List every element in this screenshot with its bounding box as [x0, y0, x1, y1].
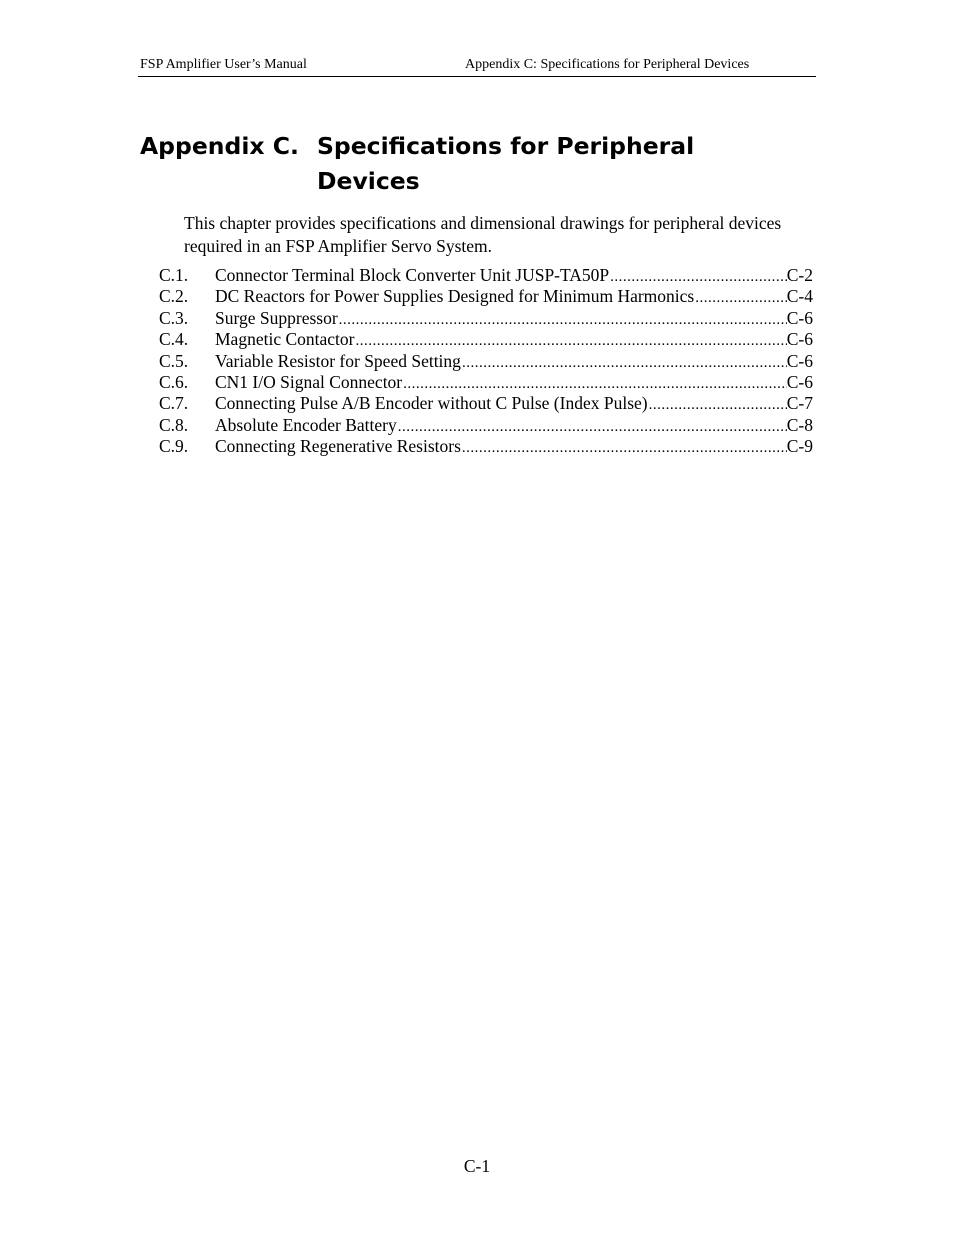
toc-entry-number: C.7.	[159, 393, 189, 414]
toc-entry-page: C-4	[786, 286, 813, 307]
toc-dot-leader	[354, 331, 786, 352]
toc-entry-title: DC Reactors for Power Supplies Designed for Minimum Harmonics	[215, 286, 695, 307]
toc-entry-number: C.2.	[159, 286, 189, 307]
toc-entry-number: C.4.	[159, 329, 189, 350]
toc-entry-number: C.5.	[159, 350, 189, 371]
toc-entry-page: C-9	[786, 436, 813, 457]
toc-entry[interactable]	[159, 415, 813, 436]
toc-entry-number: C.9.	[159, 436, 189, 457]
toc-entry-page: C-6	[786, 307, 813, 328]
toc-dot-leader	[338, 310, 787, 331]
table-of-contents	[159, 265, 813, 458]
toc-entry-page: C-7	[786, 393, 813, 414]
page-header	[138, 57, 816, 77]
chapter-label: Appendix C.	[140, 132, 299, 160]
toc-entry-number: C.6.	[159, 371, 189, 392]
toc-dot-leader	[609, 267, 787, 288]
toc-entry[interactable]	[159, 436, 813, 457]
toc-entry-title: Connecting Pulse A/B Encoder without C Pulse (Index Pulse)	[215, 393, 648, 414]
toc-dot-leader	[648, 395, 787, 416]
toc-entry-number: C.1.	[159, 265, 189, 285]
toc-entry-page: C-2	[786, 265, 813, 285]
toc-entry-title: Surge Suppressor	[215, 307, 338, 328]
toc-entry[interactable]	[159, 286, 813, 307]
toc-dot-leader	[397, 417, 787, 438]
header-manual-title: FSP Amplifier User’s Manual	[140, 57, 307, 72]
toc-dot-leader	[402, 374, 787, 395]
toc-entry-title: Magnetic Contactor	[215, 329, 355, 350]
chapter-title-text: Specifications for Peripheral Devices	[317, 132, 695, 195]
toc-entry[interactable]	[159, 351, 813, 372]
toc-entry-title: Variable Resistor for Speed Setting	[215, 350, 461, 371]
toc-entry[interactable]	[159, 308, 813, 329]
intro-paragraph: This chapter provides specifications and dimensional drawings for peripheral devices required in an FSP Amplifier Servo System.	[184, 213, 782, 256]
toc-entry-number: C.8.	[159, 414, 189, 435]
toc-entry-page: C-8	[786, 414, 813, 435]
toc-entry-title: Absolute Encoder Battery	[215, 414, 397, 435]
toc-entry-title: CN1 I/O Signal Connector	[215, 371, 403, 392]
toc-dot-leader	[461, 353, 787, 374]
toc-entry-page: C-6	[786, 329, 813, 350]
toc-entry[interactable]	[159, 393, 813, 414]
toc-entry-page: C-6	[786, 350, 813, 371]
toc-dot-leader	[461, 438, 787, 459]
toc-entry-title: Connector Terminal Block Converter Unit JUSP-TA50P	[215, 265, 610, 285]
toc-entry[interactable]	[159, 372, 813, 393]
toc-entry[interactable]	[159, 265, 813, 286]
header-section-title: Appendix C: Specifications for Peripheral Devices	[465, 57, 750, 72]
toc-entry-title: Connecting Regenerative Resistors	[215, 436, 461, 457]
toc-dot-leader	[694, 288, 787, 309]
toc-entry[interactable]	[159, 329, 813, 350]
page-number: C-1	[463, 1156, 491, 1176]
toc-entry-number: C.3.	[159, 307, 189, 328]
toc-entry-page: C-6	[786, 371, 813, 392]
